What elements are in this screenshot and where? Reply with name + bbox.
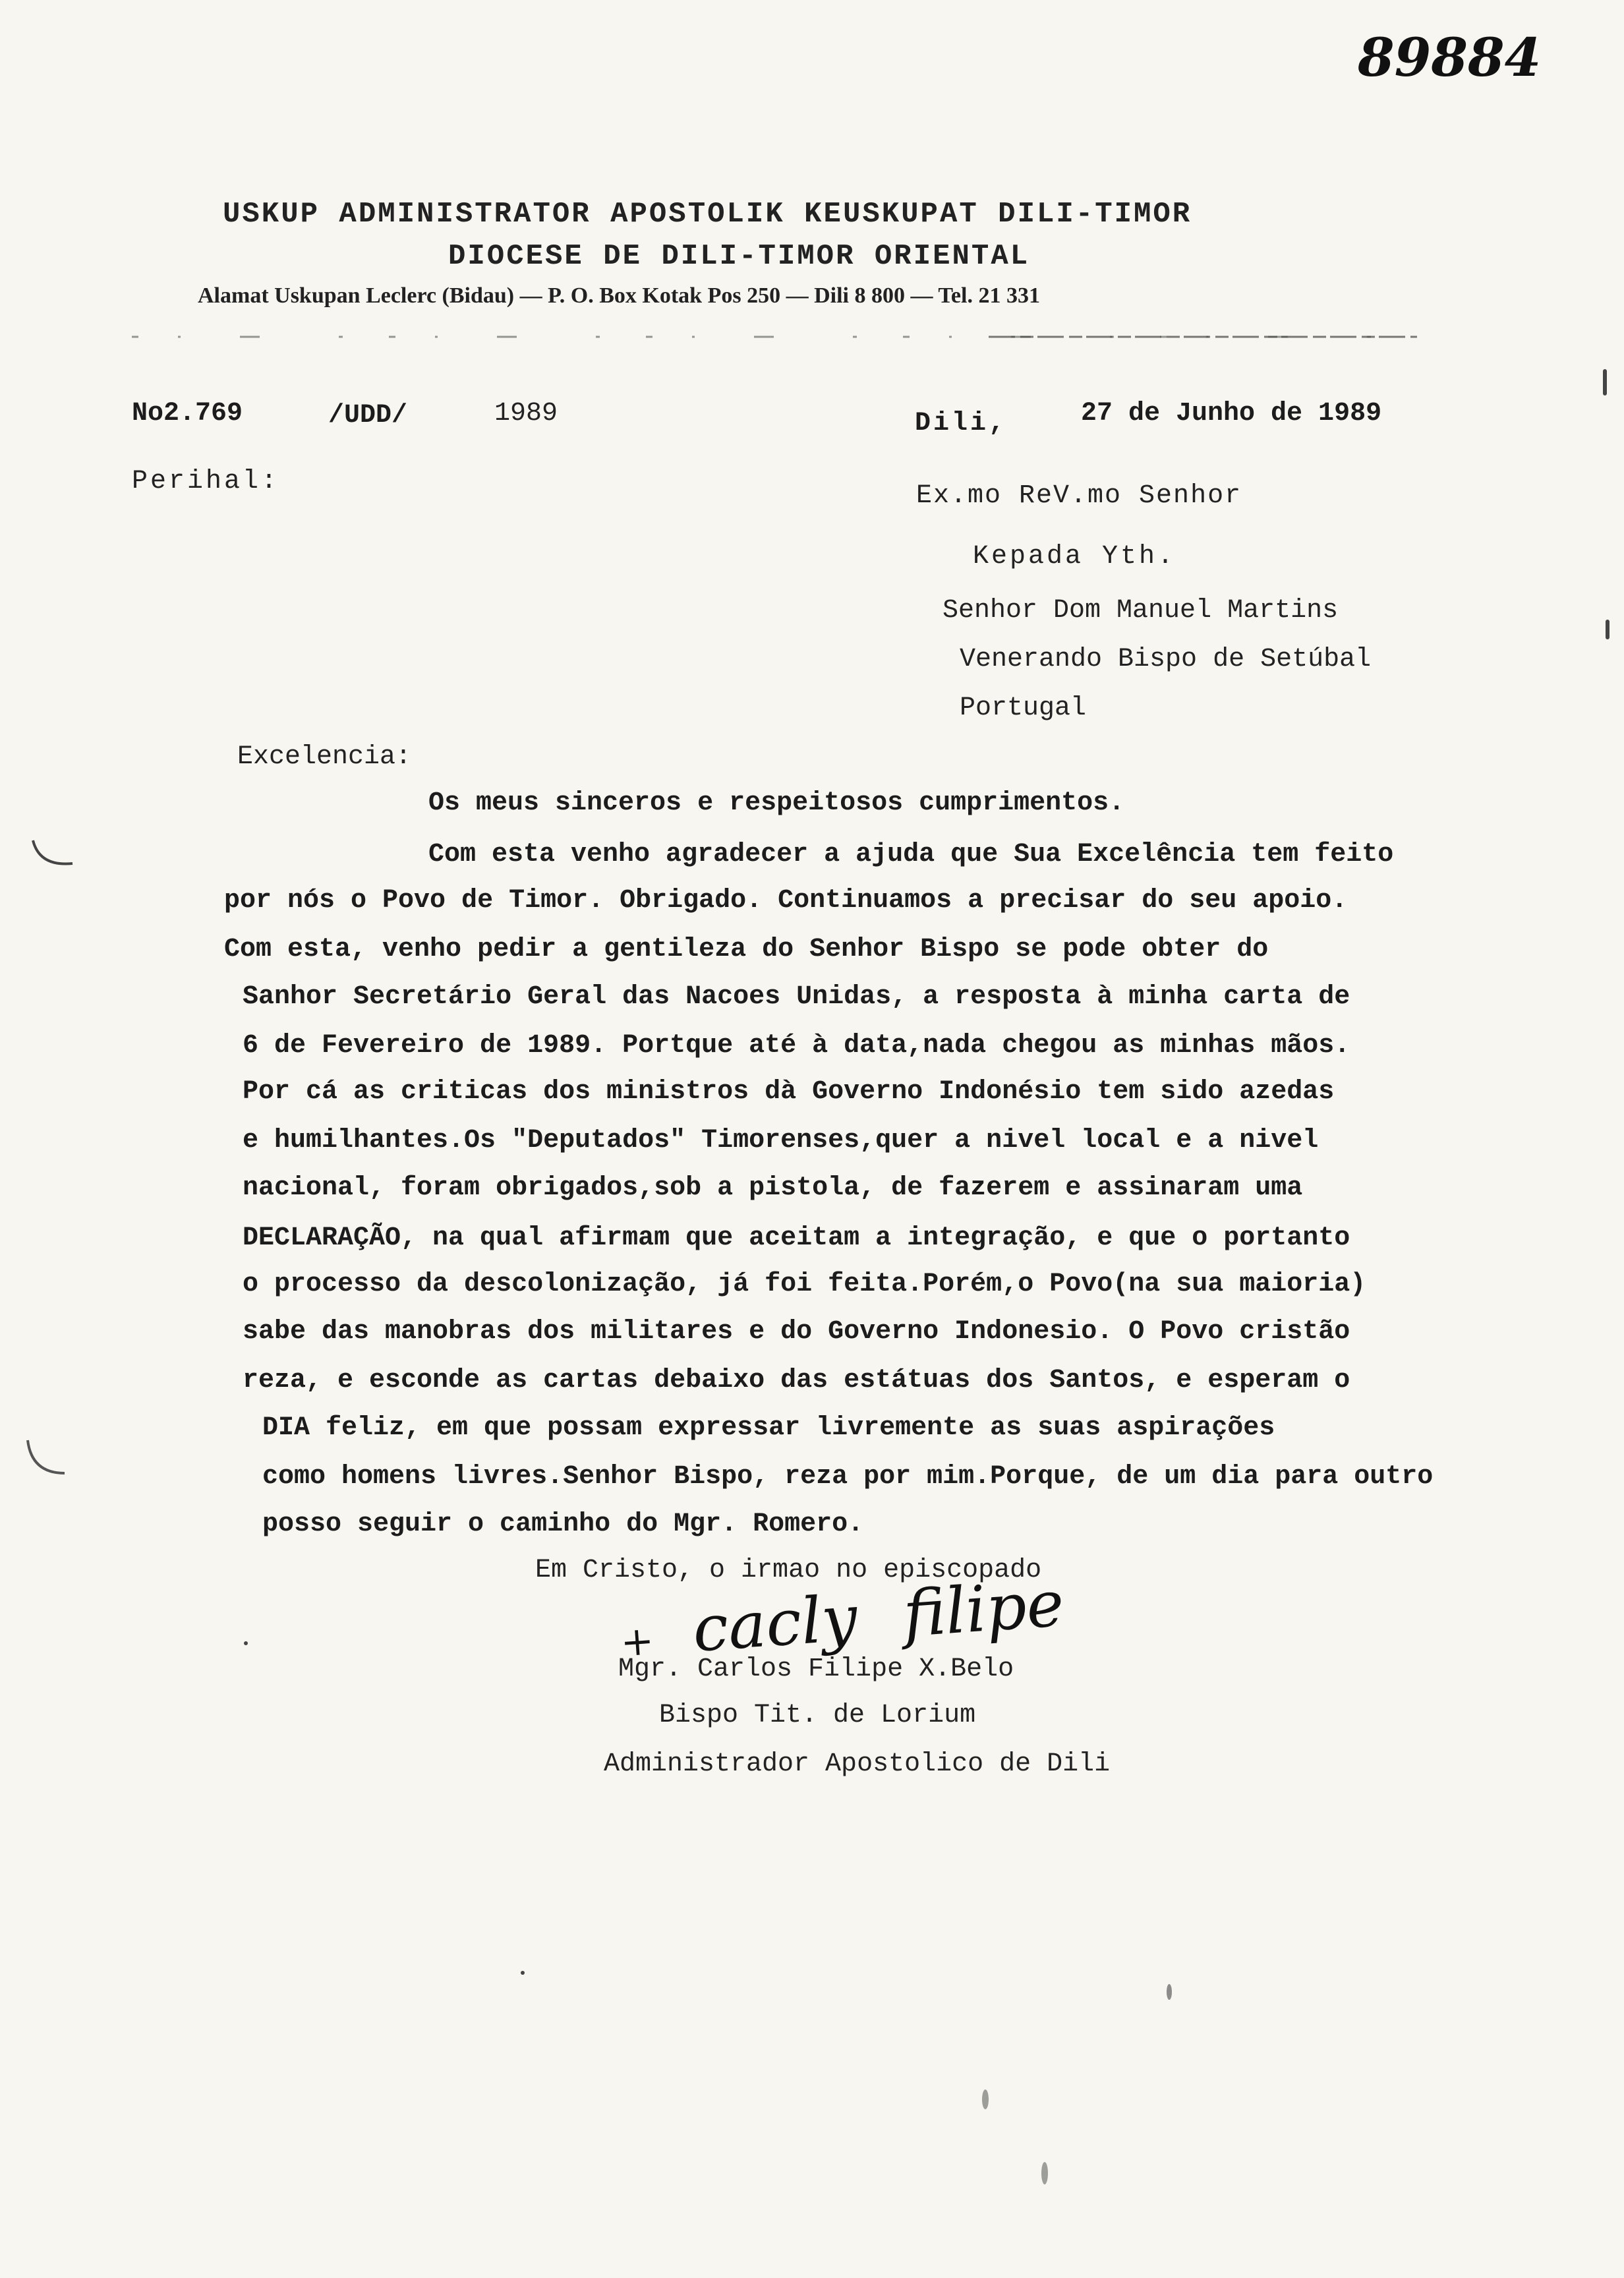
body-line-15: como homens livres.Senhor Bispo, reza por mim.Porque, de um dia para outro bbox=[262, 1462, 1434, 1492]
body-line-12: sabe das manobras dos militares e do Governo Indonesio. O Povo cristão bbox=[243, 1317, 1350, 1347]
perihal-label: Perihal: bbox=[132, 467, 280, 496]
margin-hole-mark-lower bbox=[20, 1437, 72, 1483]
body-line-9: nacional, foram obrigados,sob a pistola, de fazerem e assinaram uma bbox=[243, 1173, 1303, 1203]
scan-speck bbox=[982, 2089, 989, 2109]
signature-cross-icon: + bbox=[619, 1618, 656, 1666]
letter-place: Dili, bbox=[915, 409, 1008, 438]
greeting: Excelencia: bbox=[237, 742, 412, 772]
signature-title-1: Bispo Tit. de Lorium bbox=[659, 1701, 976, 1730]
body-line-16: posso seguir o caminho do Mgr. Romero. bbox=[262, 1509, 864, 1539]
reference-number: No2.769 bbox=[132, 399, 243, 428]
recipient-title: Venerando Bispo de Setúbal bbox=[960, 645, 1372, 674]
recipient-name: Senhor Dom Manuel Martins bbox=[942, 596, 1339, 626]
recipient-kepada: Kepada Yth. bbox=[973, 542, 1176, 571]
letterhead-address: Alamat Uskupan Leclerc (Bidau) — P. O. Box Kotak Pos 250 — Dili 8 800 — Tel. 21 331 bbox=[198, 283, 1040, 308]
signature-name: Mgr. Carlos Filipe X.Belo bbox=[618, 1654, 1014, 1684]
body-line-5: Sanhor Secretário Geral das Nacoes Unidas, a resposta à minha carta de bbox=[243, 982, 1350, 1012]
reference-code: /UDD/ bbox=[328, 401, 408, 430]
letterhead-line-2: DIOCESE DE DILI-TIMOR ORIENTAL bbox=[448, 240, 1030, 273]
scan-speck bbox=[1606, 620, 1610, 639]
recipient-salutation: Ex.mo ReV.mo Senhor bbox=[916, 481, 1242, 511]
scan-speck bbox=[1167, 1984, 1172, 2000]
body-line-11: o processo da descolonização, já foi feita.Porém,o Povo(na sua maioria) bbox=[243, 1270, 1366, 1299]
handwritten-signature: + cacly filipe bbox=[619, 1566, 1066, 1666]
body-line-4: Com esta, venho pedir a gentileza do Senhor Bispo se pode obter do bbox=[224, 935, 1269, 964]
body-line-7: Por cá as criticas dos ministros dà Governo Indonésio tem sido azedas bbox=[243, 1077, 1335, 1107]
body-line-13: reza, e esconde as cartas debaixo das estátuas dos Santos, e esperam o bbox=[243, 1366, 1350, 1395]
scan-speck bbox=[1603, 369, 1607, 395]
scan-speck bbox=[521, 1971, 525, 1975]
closing: Em Cristo, o irmao no episcopado bbox=[535, 1556, 1042, 1585]
body-line-2: Com esta venho agradecer a ajuda que Sua Excelência tem feito bbox=[428, 840, 1394, 869]
body-line-14: DIA feliz, em que possam expressar livremente as suas aspirações bbox=[262, 1413, 1275, 1443]
body-line-10: DECLARAÇÃO, na qual afirmam que aceitam a integração, e que o portanto bbox=[243, 1223, 1350, 1253]
body-line-8: e humilhantes.Os "Deputados" Timorenses,quer a nivel local e a nivel bbox=[243, 1126, 1319, 1155]
body-line-6: 6 de Fevereiro de 1989. Portque até à data,nada chegou as minhas mãos. bbox=[243, 1031, 1350, 1061]
signature-title-2: Administrador Apostolico de Dili bbox=[604, 1749, 1111, 1779]
letterhead-line-1: USKUP ADMINISTRATOR APOSTOLIK KEUSKUPAT DILI-TIMOR bbox=[223, 198, 1192, 231]
archive-reference-number: 89884 bbox=[1358, 26, 1542, 88]
recipient-country: Portugal bbox=[960, 693, 1087, 723]
scan-speck bbox=[1041, 2162, 1048, 2184]
letterhead-rule bbox=[132, 334, 1417, 340]
margin-hole-mark-upper bbox=[26, 837, 79, 877]
reference-year: 1989 bbox=[494, 399, 558, 428]
scan-speck bbox=[244, 1641, 248, 1645]
body-line-1: Os meus sinceros e respeitosos cumprimentos. bbox=[428, 788, 1125, 818]
body-line-3: por nós o Povo de Timor. Obrigado. Continuamos a precisar do seu apoio. bbox=[224, 886, 1348, 916]
letter-date: 27 de Junho de 1989 bbox=[1081, 399, 1382, 428]
